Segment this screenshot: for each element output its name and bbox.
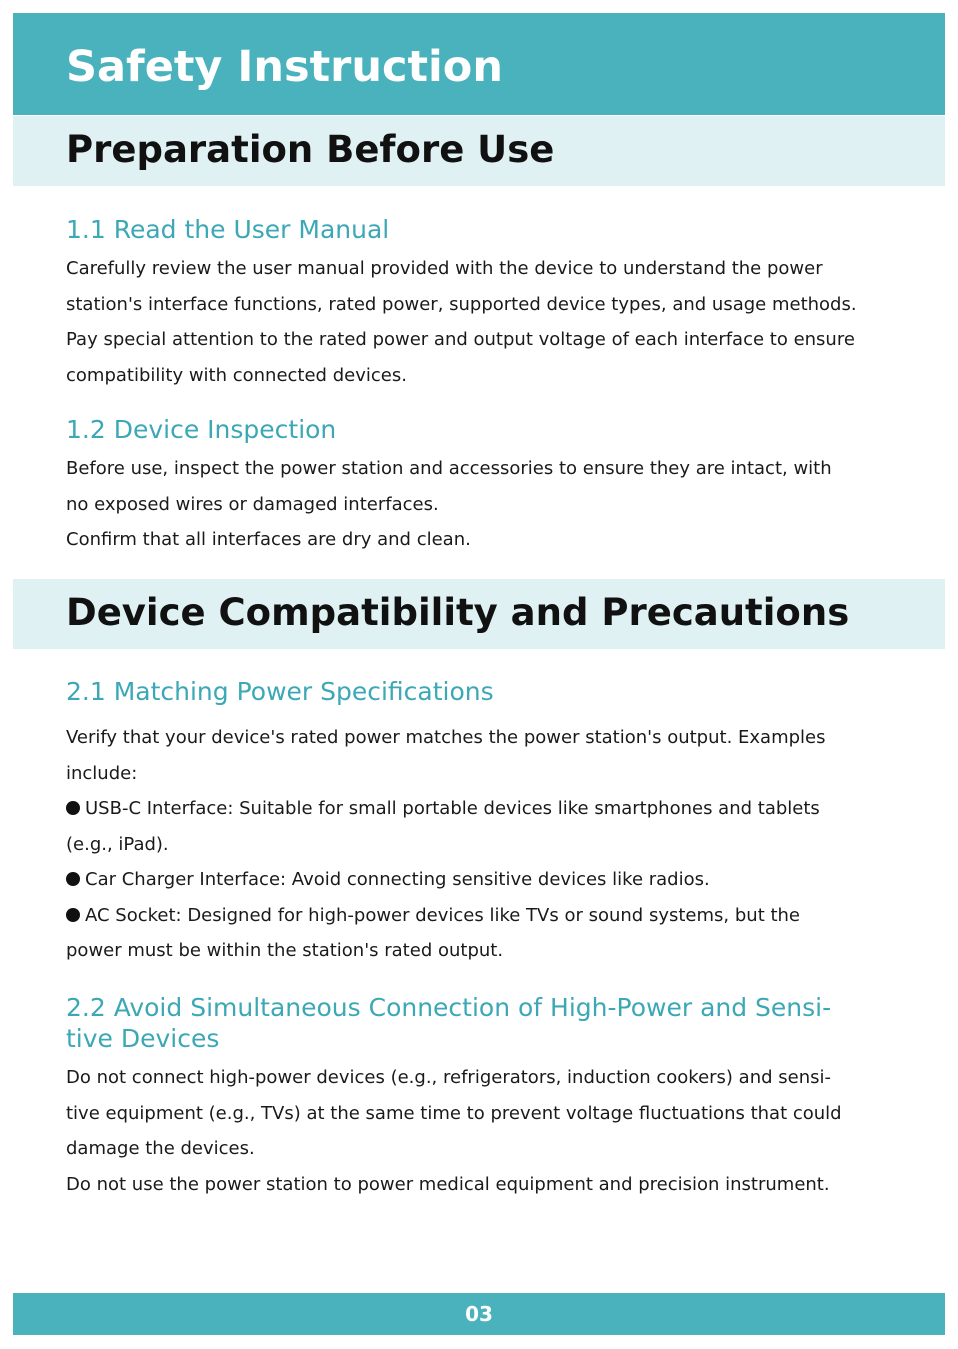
text-line: Do not use the power station to power medical equipment and precision instrument. [66, 1173, 830, 1195]
text-line: Carefully review the user manual provided with the device to understand the power [66, 258, 823, 279]
text-line: Verify that your device's rated power matches the power station's output. Examples [66, 727, 826, 748]
text-line: tive equipment (e.g., TVs) at the same time to prevent voltage fluctuations that could [66, 1102, 842, 1124]
bullet-icon [66, 801, 80, 815]
text-line: Before use, inspect the power station and accessories to ensure they are intact, with [66, 458, 832, 479]
bullet-icon [66, 872, 80, 886]
paragraph-matching-power [66, 720, 916, 969]
paragraph-read-manual [66, 251, 916, 393]
bullet-text: USB-C Interface: Suitable for small portable devices like smartphones and tablets [85, 798, 820, 819]
text-line: (e.g., iPad). [66, 833, 169, 855]
bullet-text: AC Socket: Designed for high-power devices like TVs or sound systems, but the [85, 904, 801, 926]
text-line: damage the devices. [66, 1138, 255, 1159]
page-title: Safety Instruction [66, 42, 503, 92]
section-title-preparation: Preparation Before Use [66, 128, 555, 171]
bullet-icon [66, 908, 80, 922]
text-line: power must be within the station's rated output. [66, 940, 504, 961]
subsection-heading-avoid-simultaneous [66, 992, 906, 1054]
subsection-heading-matching-power: 2.1 Matching Power Specifications [66, 677, 494, 706]
text-line: Pay special attention to the rated power and output voltage of each interface to ensure [66, 329, 855, 350]
footer-bar [13, 1293, 945, 1335]
bullet-text: Car Charger Interface: Avoid connecting sensitive devices like radios. [85, 869, 710, 890]
text-line: station's interface functions, rated power, supported device types, and usage methods. [66, 293, 857, 315]
paragraph-device-inspection [66, 451, 916, 558]
text-line: compatibility with connected devices. [66, 364, 407, 386]
page-number: 03 [465, 1302, 493, 1326]
bullet-item-car-charger [66, 862, 916, 898]
section-title-compatibility: Device Compatibility and Precautions [66, 591, 850, 634]
section-band-preparation [13, 116, 945, 186]
heading-line: 2.2 Avoid Simultaneous Connection of High-Power and Sensi- [66, 993, 832, 1022]
title-bar [13, 13, 945, 115]
text-line: no exposed wires or damaged interfaces. [66, 493, 439, 515]
subsection-heading-read-manual: 1.1 Read the User Manual [66, 215, 390, 244]
bullet-item-usb-c [66, 791, 916, 827]
heading-line: tive Devices [66, 1024, 220, 1053]
text-line: Do not connect high-power devices (e.g., refrigerators, induction cookers) and sensi- [66, 1067, 831, 1088]
text-line: include: [66, 762, 138, 784]
section-band-compatibility [13, 579, 945, 649]
paragraph-avoid-simultaneous [66, 1060, 916, 1202]
bullet-item-ac-socket [66, 898, 916, 934]
text-line: Confirm that all interfaces are dry and clean. [66, 529, 471, 550]
subsection-heading-device-inspection: 1.2 Device Inspection [66, 415, 337, 444]
